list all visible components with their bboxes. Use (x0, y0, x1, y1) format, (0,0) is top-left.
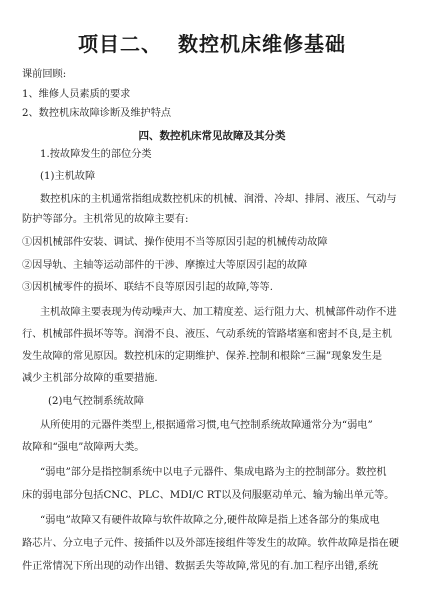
paragraph-line: “弱电”部分是指控制系统中以电子元器件、集成电路为主的控制部分。数控机 (40, 467, 387, 478)
paragraph-line: 床的弱电部分包括CNC、PLC、MDI/C RT以及伺服驱动单元、输为输出单元等。 (22, 490, 395, 501)
page-title: 项目二、 数控机床维修基础 (78, 32, 346, 56)
review-item: 2、数控机床故障诊断及维护特点 (22, 108, 172, 119)
paragraph-line: 件正常情况下所出现的动作出错、数据丢失等故障,常见的有.加工程序出错,系统 (22, 561, 379, 572)
list-item: ①因机械部件安装、调试、操作使用不当等原因引起的机械传动故障 (22, 237, 328, 248)
list-item: ③因机械零件的损坏、联结不良等原因引起的故障,等等. (22, 282, 273, 293)
subsection-heading: 1.按故障发生的部位分类 (40, 149, 152, 160)
section-heading: 四、数控机床常见故障及其分类 (138, 130, 286, 142)
electrical-fault-heading: (2)电气控制系统故障 (48, 396, 144, 407)
paragraph-line: 故障和“强电”故障两大类。 (22, 442, 145, 453)
paragraph-line: “弱电”故障又有硬件故障与软件故障之分,硬件故障是指上述各部分的集成电 (40, 515, 380, 526)
paragraph-line: 发生故障的常见原因。数控机床的定期维护、保养.控制和根除“三漏”现象发生是 (22, 351, 383, 362)
paragraph-line: 防护等部分。主机常见的故障主要有: (22, 214, 189, 225)
paragraph-line: 从所使用的元器件类型上,根据通常习惯,电气控制系统故障通常分为“弱电” (40, 420, 373, 431)
paragraph-line: 路芯片、分立电子元件、接插件以及外部连接组件等发生的故障。软件故障是指在硬 (22, 538, 399, 549)
main-fault-heading: (1)主机故障 (40, 171, 96, 182)
paragraph-line: 行、机械部件损坏等等。润滑不良、液压、气动系统的管路堵塞和密封不良,是主机 (22, 329, 392, 340)
paragraph-line: 主机故障主要表现为传动噪声大、加工精度差、运行阻力大、机械部件动作不进 (40, 307, 397, 318)
review-item: 1、维修人员素质的要求 (22, 89, 131, 100)
review-heading: 课前回顾: (22, 69, 67, 80)
list-item: ②因导轨、主轴等运动部件的干涉、摩擦过大等原因引起的故障 (22, 260, 308, 271)
paragraph-line: 数控机床的主机通常指组成数控机床的机械、润滑、冷却、排屑、液压、气动与 (40, 194, 397, 205)
paragraph-line: 减少主机部分故障的重要措施. (22, 373, 158, 384)
